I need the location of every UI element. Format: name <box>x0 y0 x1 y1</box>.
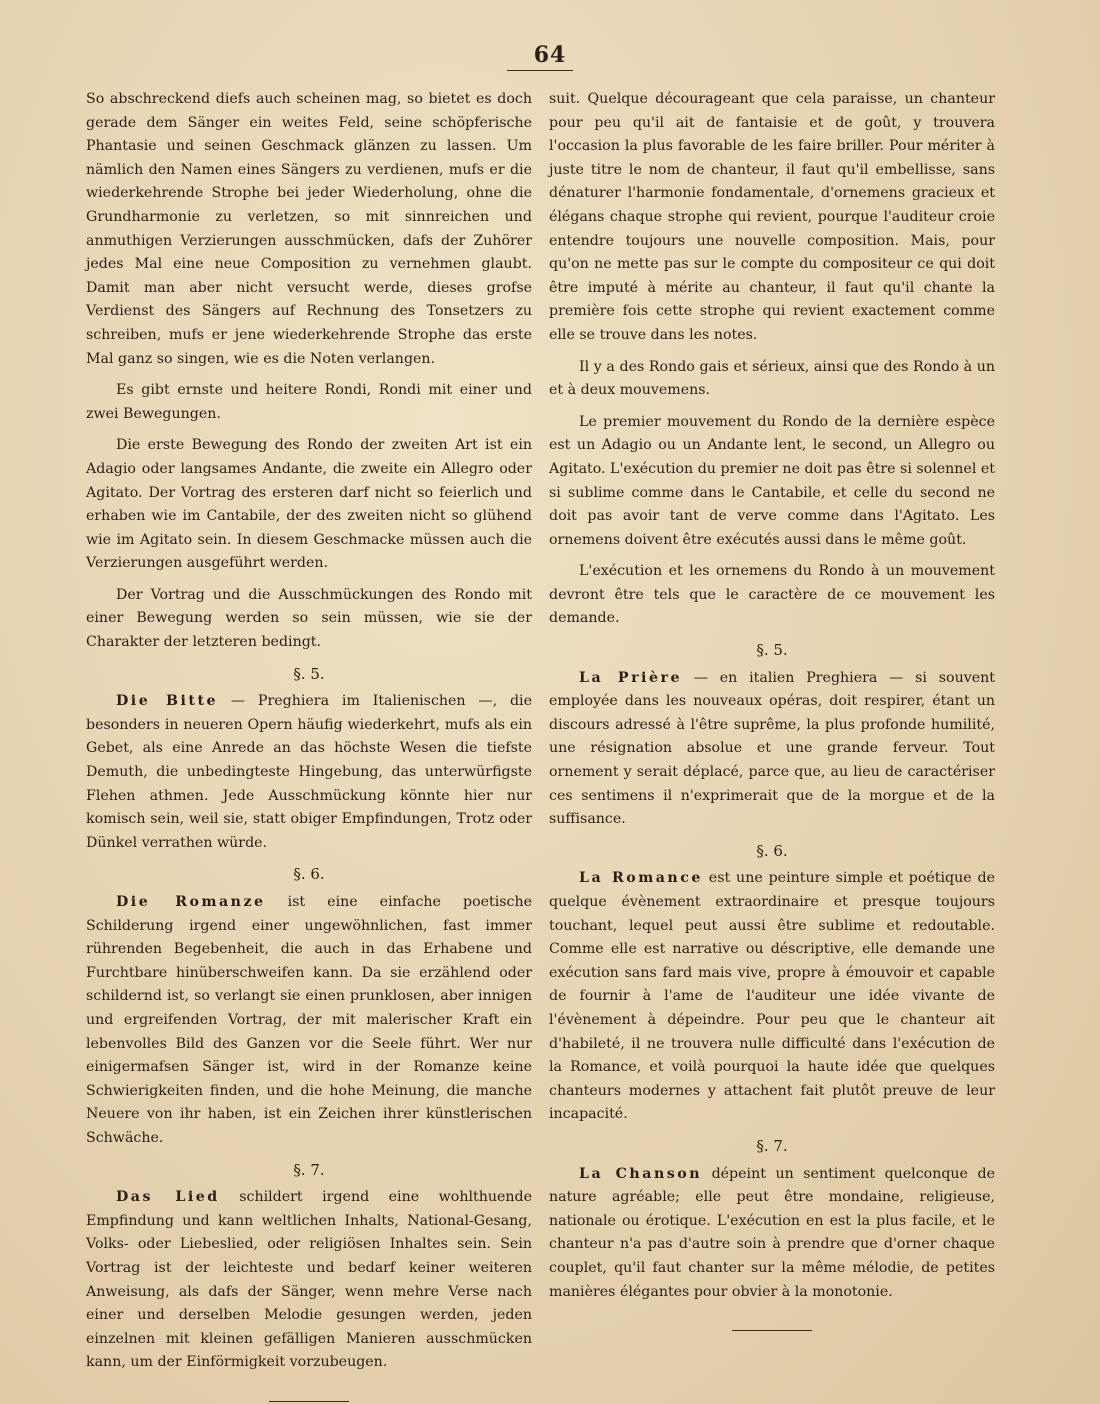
section-heading-6-fr: §. 6. <box>756 841 788 860</box>
paragraph-bitte-de: Die Bitte — Preghiera im Italienischen —, die besonders in neueren Opern häufig wiederkehrt, mufs als ein Gebet, als eine Anrede an das höchste Wesen die tiefste Demuth, die unbedingteste Hingebung, das unterwürfigste Flehen athmen. Jede Ausschmückung könnte hier nur komisch sein, weil sie, statt obiger Empfindungen, Trotz oder Dünkel verrathen würde. <box>86 693 532 851</box>
paragraph-lied-de: Das Lied schildert irgend eine wohlthuende Empfindung und kann weltlichen Inhalts, National-Gesang, Volks- oder Liebeslied, oder religiösen Inhaltes sein. Sein Vortrag ist der leichteste und bedarf keiner weiteren Anweisung, als dafs der Sänger, wenn mehre Verse nach einer und derselben Melodie gesungen werden, jeden einzelnen mit kleinen gefälligen Manieren ausschmücken kann, um der Einförmigkeit vorzubeugen. <box>86 1189 532 1371</box>
paragraph-rondi-de: Es gibt ernste und heitere Rondi, Rondi mit einer und zwei Bewegungen. <box>86 382 532 422</box>
paragraph-rondo-one-movement-de: Der Vortrag und die Ausschmückungen des Rondo mit einer Bewegung werden so sein müssen, wie sie der Charakter der letzteren bedingt. <box>86 586 532 651</box>
section-heading-5-fr: §. 5. <box>756 641 788 660</box>
paragraph-romance-fr: La Romance est une peinture simple et poétique de quelque évènement extraordinaire et presque toujours touchant, lequel peut aussi être sublime et redoutable. Comme elle est narrative ou déscriptive, elle demande une exécution sans fard mais vive, propre à émouvoir et capable de fournir à l'ame de l'auditeur une idée vivante de l'évènement à dépeindre. Pour peu que le chanteur ait d'habileté, il ne trouvera nulle difficulté dans l'exécution de la Romance, et voilà pourquoi la haute idée que quelques chanteurs modernes y attachent fait plutôt preuve de leur incapacité. <box>549 870 996 1123</box>
section-heading-7-fr: §. 7. <box>756 1136 788 1155</box>
french-column <box>549 88 995 1331</box>
end-rule-right <box>732 1330 812 1331</box>
end-rule-left <box>269 1401 349 1402</box>
paragraph-strophe-de: So abschreckend diefs auch scheinen mag, so bietet es doch gerade dem Sänger ein weites Feld, seine schöpferische Phantasie und seinen Geschmack glänzen zu lassen. Um nämlich den Namen eines Sängers zu verdienen, mufs er die wiederkehrende Strophe bei jeder Wiederholung, ohne die Grundharmonie zu verletzen, so mit sinnreichen und anmuthigen Verzierungen ausschmücken, dafs der Zuhörer jedes Mal eine neue Composition zu vernehmen glaubt. Damit man aber nicht versucht werde, dieses grofse Verdienst des Sängers auf Rechnung des Tonsetzers zu schreiben, mufs er jene wiederkehrende Strophe das erste Mal ganz so singen, wie es die Noten verlangen. <box>86 91 532 367</box>
section-heading-7-de: §. 7. <box>293 1160 325 1179</box>
paragraph-rondo-fr: Il y a des Rondo gais et sérieux, ainsi que des Rondo à un et à deux mouvemens. <box>549 358 995 399</box>
paragraph-rondo-movements-fr: Le premier mouvement du Rondo de la dernière espèce est un Adagio ou un Andante lent, le second, un Allegro ou Agitato. L'exécution du premier ne doit pas être si solennel et si sublime comme dans le Cantabile, et celle du second ne doit pas avoir tant de verve comme dans l'Agitato. Les ornemens doivent être exécutés aussi dans le même goût. <box>549 413 995 548</box>
term-bitte: Die Bitte <box>116 693 219 710</box>
paragraph-rondo-one-movement-fr: L'exécution et les ornemens du Rondo à un mouvement devront être tels que le caractère de ce mouvement les demande. <box>549 563 995 627</box>
paragraph-romanze-de: Die Romanze ist eine einfache poetische Schilderung irgend einer ungewöhnlichen, fast immer rührenden Begebenheit, die auch in das Erhabene und Furchtbare hinüberschweifen kann. Da sie erzählend oder schildernd ist, so verlangt sie einen prunklosen, aber innigen und ergreifenden Vortrag, der mit malerischer Kraft ein lebenvolles Bild des Ganzen vor die Seele führt. Wer nur einigermafsen Sänger ist, wird in der Romanze keine Schwierigkeiten finden, und die hohe Meinung, die manche Neuere von ihr haben, ist ein Zeichen ihrer künstlerischen Schwäche. <box>86 894 533 1146</box>
term-priere: La Prière <box>579 669 682 686</box>
term-romanze: Die Romanze <box>116 894 266 910</box>
section-heading-6-de: §. 6. <box>293 865 325 884</box>
term-lied: Das Lied <box>116 1189 220 1206</box>
paragraph-rondo-movements-de: Die erste Bewegung des Rondo der zweiten Art ist ein Adagio oder langsames Andante, die zweite ein Allegro oder Agitato. Der Vortrag des ersteren darf nicht so feierlich und erhaben wie im Cantabile, der des zweiten nicht so glühend wie im Agitato sein. In diesem Geschmacke müssen auch die Verzierungen ausgeführt werden. <box>86 437 532 572</box>
term-chanson: La Chanson <box>579 1165 703 1182</box>
german-column <box>86 88 532 1402</box>
page-number-underline <box>507 70 573 71</box>
paragraph-chanson-fr: La Chanson dépeint un sentiment quelconque de nature agréable; elle peut être mondaine, religieuse, nationale ou érotique. L'exécution en est la plus facile, et le chanteur n'a pas d'autre soin à prendre que d'orner chaque couplet, qu'il faut chanter sur la même mélodie, de petites manières élégantes pour obvier à la monotonie. <box>549 1165 995 1300</box>
page-number: 64 <box>533 42 567 68</box>
term-romance: La Romance <box>579 870 703 887</box>
section-heading-5-de: §. 5. <box>293 664 325 683</box>
paragraph-strophe-fr: suit. Quelque décourageant que cela paraisse, un chanteur pour peu qu'il ait de fantaisie et de goût, y trouvera l'occasion la plus favorable de les faire briller. Pour mériter à juste titre le nom de chanteur, il faut qu'il embellisse, sans dénaturer l'harmonie fondamentale, d'ornemens gracieux et élégans chaque strophe qui revient, pourque l'auditeur croie entendre toujours une nouvelle composition. Mais, pour qu'on ne mette pas sur le compte du compositeur ce qui doit être imputé à mérite au chanteur, il faut qu'il chante la première fois cette strophe qui revient exactement comme elle se trouve dans les notes. <box>549 91 995 343</box>
paragraph-priere-fr: La Prière — en italien Preghiera — si souvent employée dans les nouveaux opéras, doit respirer, étant un discours adressé à l'être suprême, la plus profonde humilité, une résignation absolue et une grande ferveur. Tout ornement y serait déplacé, parce que, au lieu de caractériser ces sentimens il n'exprimerait que de la morgue et de la suffisance. <box>549 669 995 828</box>
